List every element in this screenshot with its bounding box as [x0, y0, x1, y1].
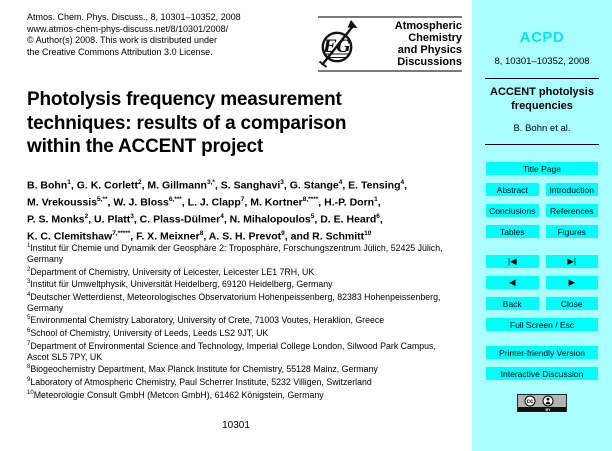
- journal-name: [358, 20, 462, 69]
- button-row: [486, 204, 598, 217]
- journal-name-line: Discussions: [397, 56, 462, 69]
- button-full-screen[interactable]: Full Screen / Esc: [486, 318, 598, 331]
- sidebar: [472, 0, 612, 451]
- affiliation: $^4$Deutscher Wetterdienst, Meteorologisches Observatorium Hohenpeissenberg, 82383 Hohenpeissenberg, Germany: [27, 291, 441, 313]
- button-interactive-discussion[interactable]: Interactive Discussion: [486, 367, 598, 380]
- citation-line: © Author(s) 2008. This work is distributed under: [27, 35, 218, 46]
- button-tables[interactable]: Tables: [486, 225, 539, 238]
- sidebar-issue: 8, 10301–10352, 2008: [494, 56, 590, 67]
- button-close[interactable]: Close: [546, 297, 599, 310]
- title-line: techniques: results of a comparison: [27, 112, 347, 134]
- egu-globe-icon: [318, 19, 358, 69]
- button-row: [486, 297, 598, 310]
- button-references[interactable]: References: [546, 204, 599, 217]
- author-line: M. Vrekoussis$^{5,**}$, W. J. Bloss$^{6,***}$, L. J. Clapp$^7$, M. Kortner$^{8,****}$, H.-P. Dorn$^1$,: [27, 196, 381, 209]
- button-prev-page[interactable]: ◀: [486, 276, 539, 289]
- citation-line: the Creative Commons Attribution 3.0 License.: [27, 46, 213, 57]
- author-list: [27, 176, 407, 244]
- citation-line: Atmos. Chem. Phys. Discuss., 8, 10301–10352, 2008: [27, 12, 241, 22]
- button-introduction[interactable]: Introduction: [546, 183, 599, 196]
- button-title-page[interactable]: Title Page: [486, 162, 598, 175]
- button-printer-friendly[interactable]: Printer-friendly Version: [486, 346, 598, 359]
- title-line: Photolysis frequency measurement: [27, 89, 342, 110]
- author-line: K. C. Clemitshaw$^{7,*****}$, F. X. Meixner$^8$, A. S. H. Prevot$^9$, and R. Schmitt$^{10}$: [27, 230, 372, 243]
- button-row: [486, 255, 598, 268]
- button-last-page[interactable]: ▶|: [546, 255, 599, 268]
- affiliation: $^7$Department of Environmental Science and Technology, Imperial College London, Silwood Park Campus, Ascot SL5 7PY, UK: [27, 340, 436, 362]
- sidebar-short-authors: B. Bohn et al.: [513, 123, 571, 134]
- button-row: [486, 183, 598, 196]
- button-back[interactable]: Back: [486, 297, 539, 310]
- divider: [485, 78, 599, 79]
- button-figures[interactable]: Figures: [546, 225, 599, 238]
- author-line: P. S. Monks$^2$, U. Platt$^3$, C. Plass-Dülmer$^4$, N. Mihalopoulos$^5$, D. E. Heard$^6$,: [27, 213, 383, 226]
- affiliation: $^{10}$Meteorologie Consult GmbH (Metcon GmbH), 61462 Königstein, Germany: [27, 389, 324, 400]
- journal-abbrev: ACPD: [519, 29, 565, 46]
- journal-name-line: and Physics: [397, 44, 462, 56]
- journal-name-line: Atmospheric: [394, 19, 462, 32]
- affiliation: $^9$Laboratory of Atmospheric Chemistry, Paul Scherrer Institute, 5232 Villigen, Switzerland: [27, 377, 372, 388]
- journal-logo: [318, 16, 462, 72]
- cc-icon: cc: [526, 399, 534, 406]
- button-conclusions[interactable]: Conclusions: [486, 204, 539, 217]
- citation-line: www.atmos-chem-phys-discuss.net/8/10301/2008/: [27, 23, 229, 34]
- button-next-page[interactable]: ▶: [546, 276, 599, 289]
- sidebar-buttons: [486, 162, 598, 380]
- button-first-page[interactable]: |◀: [486, 255, 539, 268]
- citation-block: [27, 12, 241, 58]
- person-icon: [547, 398, 550, 401]
- title-line: within the ACCENT project: [27, 136, 264, 157]
- button-row: [486, 225, 598, 238]
- journal-name-line: Chemistry: [408, 31, 462, 44]
- divider: [485, 144, 599, 145]
- paper-title: [27, 88, 346, 159]
- by-label: BY: [545, 407, 551, 412]
- button-row: [486, 276, 598, 289]
- affiliation: $^6$School of Chemistry, University of Leeds, Leeds LS2 9JT, UK: [27, 328, 269, 339]
- sidebar-short-title: ACCENT photolysis frequencies: [490, 86, 594, 112]
- affiliation-list: [27, 241, 447, 401]
- author-line: B. Bohn$^1$, G. K. Corlett$^2$, M. Gillmann$^{3,*}$, S. Sanghavi$^3$, G. Stange$^4$, E. Tensing$^4$,: [27, 179, 408, 192]
- affiliation: $^8$Biogeochemistry Department, Max Planck Institute for Chemistry, 55128 Mainz, Germany: [27, 364, 378, 375]
- affiliation: $^1$Institut für Chemie und Dynamik der Geosphäre 2: Troposphäre, Forschungszentrum Jülich, 52425 Jülich, Germany: [27, 242, 443, 264]
- affiliation: $^5$Environmental Chemistry Laboratory, University of Crete, 71003 Voutes, Heraklion, Greece: [27, 315, 385, 326]
- page-number: 10301: [222, 420, 250, 431]
- affiliation: $^3$Institut für Umweltphysik, Universität Heidelberg, 69120 Heidelberg, Germany: [27, 279, 333, 290]
- egu-monogram: EG: [323, 37, 351, 57]
- affiliation: $^2$Department of Chemistry, University of Leicester, Leicester LE1 7RH, UK: [27, 266, 315, 277]
- cc-license-badge[interactable]: [517, 394, 567, 412]
- button-abstract[interactable]: Abstract: [486, 183, 539, 196]
